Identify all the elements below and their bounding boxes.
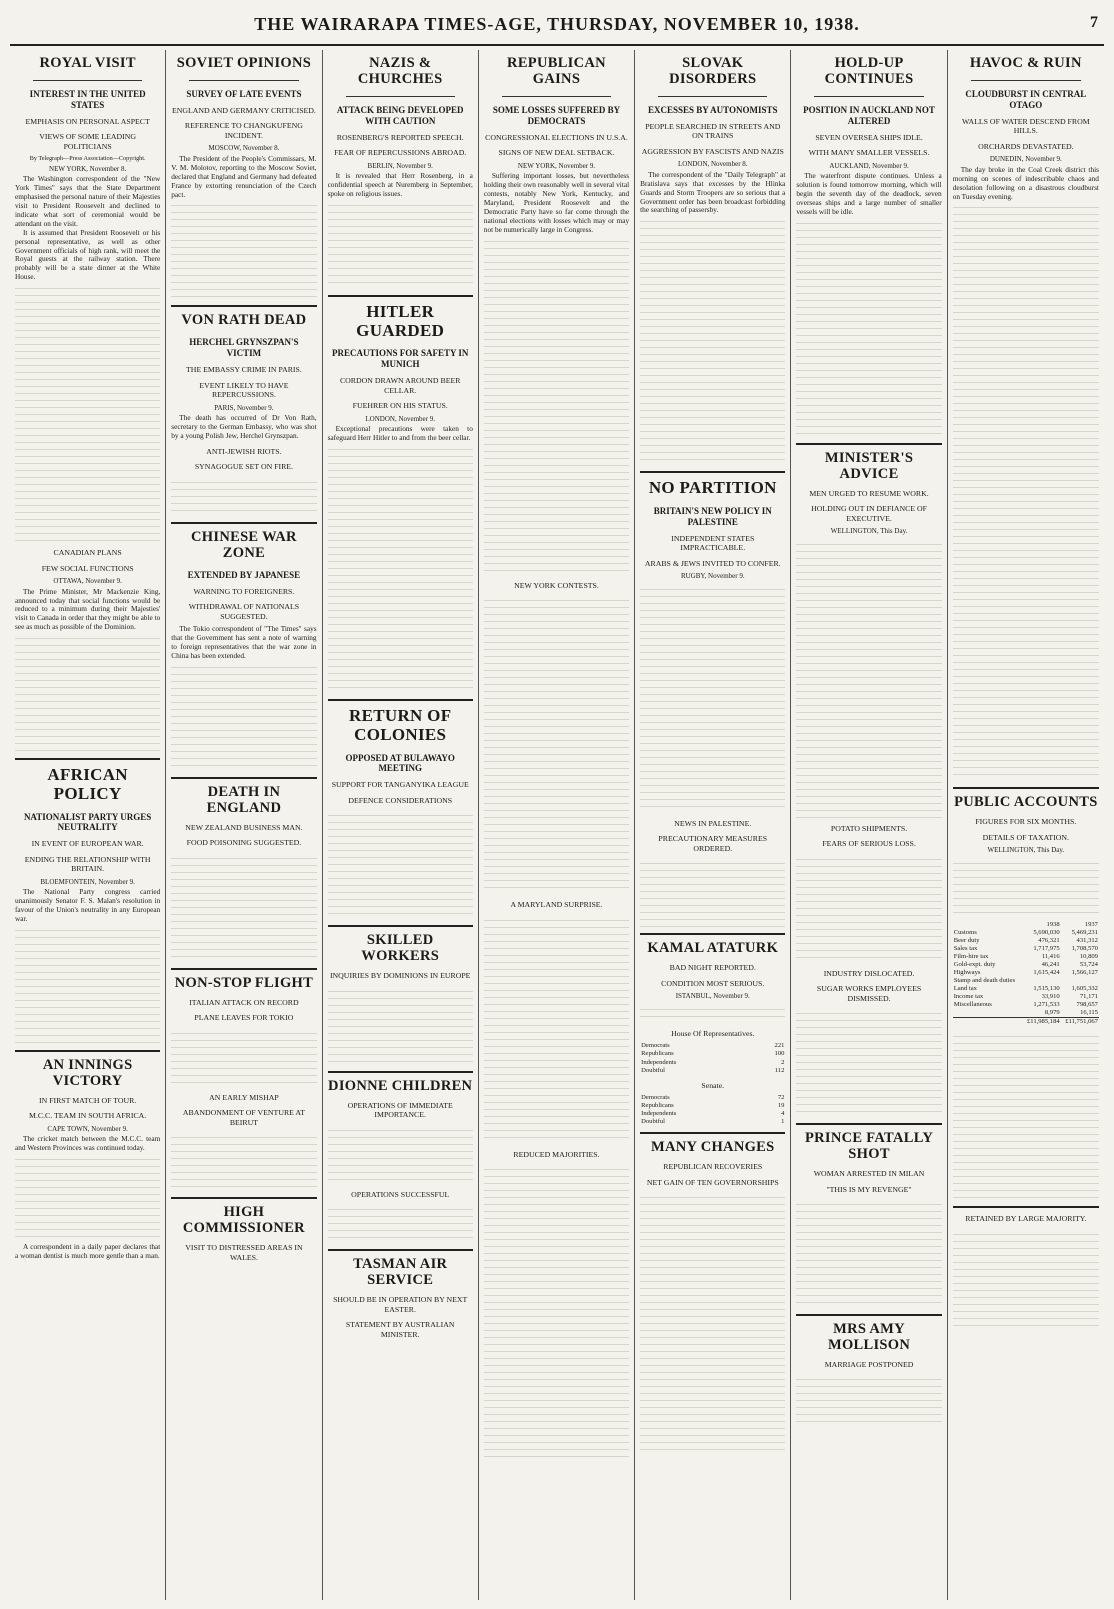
deck: CONGRESSIONAL ELECTIONS IN U.S.A. (485, 132, 628, 142)
deck: FEARS OF SERIOUS LOSS. (822, 839, 916, 849)
dateline: WELLINGTON, This Day. (830, 527, 908, 536)
text-block (328, 985, 473, 1065)
text-block (484, 1163, 629, 1463)
senate-row (640, 1110, 785, 1118)
divider (502, 96, 611, 97)
deck: CORDON DRAWN AROUND BEER CELLAR. (339, 376, 461, 395)
table-cell: 1 (781, 1118, 785, 1126)
subhead: HERCHEL GRYNSZPAN'S VICTIM (189, 337, 299, 359)
text-block (171, 1131, 316, 1191)
text-block (640, 583, 785, 813)
dateline: MOSCOW, November 8. (208, 144, 280, 153)
accounts-row (953, 985, 1099, 993)
column-4 (479, 50, 635, 1600)
divider (953, 787, 1099, 789)
deck: FEAR OF REPERCUSSIONS ABROAD. (334, 148, 467, 158)
deck: PEOPLE SEARCHED IN STREETS AND ON TRAINS (645, 121, 781, 141)
deck: POTATO SHIPMENTS. (830, 823, 908, 833)
deck: ROSENBERG'S REPORTED SPEECH. (336, 132, 464, 142)
article-paragraph: It is revealed that Herr Rosenberg, in a confidential speech at Nuremberg in September, spoke on religious issues. (327, 171, 473, 199)
subhead: POSITION IN AUCKLAND NOT ALTERED (803, 104, 935, 126)
divider (15, 1050, 160, 1052)
deck: WITH MANY SMALLER VESSELS. (808, 148, 930, 158)
dateline: WELLINGTON, This Day. (987, 846, 1065, 855)
divider (796, 1123, 941, 1125)
text-block (15, 924, 160, 1044)
text-block (171, 852, 316, 962)
headline-prince-fatally-shot: PRINCE FATALLY SHOT (804, 1130, 934, 1163)
deck: STATEMENT BY AUSTRALIAN MINISTER. (345, 1320, 455, 1339)
table-cell: 2 (781, 1058, 785, 1066)
subhead: NATIONALIST PARTY URGES NEUTRALITY (23, 811, 152, 833)
house-row (640, 1067, 785, 1075)
deck: SHOULD BE IN OPERATION BY NEXT EASTER. (333, 1295, 468, 1314)
headline-hold-up-continues: HOLD-UP CONTINUES (824, 55, 914, 87)
deck: HOLDING OUT IN DEFIANCE OF EXECUTIVE. (811, 504, 928, 523)
deck: MEN URGED TO RESUME WORK. (809, 488, 929, 498)
text-block (640, 857, 785, 927)
headline-republican-gains: REPUBLICAN GAINS (507, 55, 606, 87)
table-cell: Democrats (641, 1042, 670, 1050)
dateline: LONDON, November 9. (365, 414, 435, 423)
table-cell: Doubtful (641, 1066, 665, 1074)
divider (640, 471, 785, 473)
column-5 (635, 50, 791, 1600)
table-cell: 19 (777, 1102, 785, 1110)
table-cell: 1,717,975 (1033, 945, 1060, 953)
deck: WALLS OF WATER DESCEND FROM HILLS. (962, 116, 1090, 136)
dateline: CAPE TOWN, November 9. (47, 1124, 128, 1133)
subhead: PRECAUTIONS FOR SAFETY IN MUNICH (331, 348, 469, 370)
deck: ENGLAND AND GERMANY CRITICISED. (171, 105, 316, 115)
deck: ENDING THE RELATIONSHIP WITH BRITAIN. (24, 854, 151, 874)
headline-tasman-air-service: TASMAN AIR SERVICE (353, 1256, 448, 1289)
deck: AGGRESSION BY FASCISTS AND NAZIS (641, 146, 784, 156)
subhead: BRITAIN'S NEW POLICY IN PALESTINE (653, 506, 772, 527)
subhead: OPPOSED AT BULAWAYO MEETING (345, 752, 455, 774)
table-cell: Gold-expt. duty (953, 961, 996, 969)
table-cell: 798,657 (1076, 1001, 1098, 1009)
deck: ORCHARDS DEVASTATED. (978, 141, 1074, 151)
table-cell: 1,708,570 (1071, 945, 1098, 953)
table-cell: 1,515,130 (1033, 985, 1060, 993)
deck: AN EARLY MISHAP (209, 1092, 279, 1102)
text-block (796, 217, 941, 437)
deck: PLANE LEAVES FOR TOKIO (194, 1013, 294, 1023)
deck: SYNAGOGUE SET ON FIRE. (194, 462, 294, 472)
deck: ANTI-JEWISH RIOTS. (206, 446, 282, 456)
dateline: NEW YORK, November 8. (49, 164, 127, 173)
table-title: House Of Representatives. (671, 1028, 755, 1038)
table-cell (1061, 977, 1099, 985)
dateline: OTTAWA, November 9. (53, 577, 122, 586)
accounts-row (953, 969, 1099, 977)
dateline: PARIS, November 9. (214, 403, 274, 412)
deck: DETAILS OF TAXATION. (982, 832, 1069, 842)
table-cell: 431,312 (1076, 937, 1098, 944)
divider (346, 96, 455, 97)
table-cell: 4 (781, 1110, 785, 1118)
divider (328, 699, 473, 701)
table-cell: 112 (774, 1066, 785, 1074)
text-block (484, 914, 629, 1144)
subhead: CLOUDBURST IN CENTRAL OTAGO (965, 88, 1087, 110)
headline-ministers-advice: MINISTER'S ADVICE (824, 449, 914, 482)
divider (814, 96, 923, 97)
headline-nazis-churches: NAZIS & CHURCHES (357, 55, 443, 87)
press-credit: By Telegraph—Press Association—Copyright. (29, 155, 146, 163)
table-cell: Doubtful (641, 1118, 665, 1126)
table-title: Senate. (701, 1080, 725, 1090)
text-block (640, 1191, 785, 1451)
text-block (171, 199, 316, 299)
deck: NEW YORK CONTESTS. (514, 580, 599, 590)
table-cell (1022, 977, 1060, 985)
divider (796, 1314, 941, 1316)
table-cell: Stamp and death duties (953, 977, 1016, 985)
deck: REDUCED MAJORITIES. (513, 1149, 600, 1159)
house-row (640, 1059, 785, 1067)
text-block (328, 1203, 473, 1243)
table-cell: Beer duty (953, 937, 980, 944)
headline-chinese-war-zone: CHINESE WAR ZONE (191, 528, 297, 561)
table-cell: Republicans (641, 1050, 674, 1058)
table-cell: Land tax (953, 985, 977, 993)
deck: BAD NIGHT REPORTED. (669, 963, 756, 973)
deck: FIGURES FOR SIX MONTHS. (975, 817, 1077, 827)
divider (328, 295, 473, 297)
deck: SEVEN OVERSEA SHIPS IDLE. (815, 132, 923, 142)
deck: FOOD POISONING SUGGESTED. (186, 838, 302, 848)
deck: EMPHASIS ON PERSONAL ASPECT (25, 116, 150, 126)
house-row (640, 1042, 785, 1050)
dateline: AUCKLAND, November 9. (829, 161, 909, 170)
headline-slovak-disorders: SLOVAK DISORDERS (669, 55, 757, 87)
text-block (953, 1228, 1099, 1328)
article-paragraph: The Washington correspondent of the "New York Times" says that the State Department emphasised the personal nature of their Majesties visit to President Roosevelt and declined to indicate what sort of ceremonial would be attendant on the visit. (15, 174, 161, 228)
article-paragraph: The day broke in the Coal Creek district this morning on scenes of indescribable chaos and desolation following on a disastrous cloudburst on Tuesday evening. (952, 164, 1099, 201)
deck: REFERENCE TO CHANGKUFENG INCIDENT. (184, 121, 303, 140)
deck: NEW ZEALAND BUSINESS MAN. (185, 822, 303, 832)
article-paragraph: The correspondent of the "Daily Telegraph" at Bratislava says that excesses by the Hlinka Guards and Storm Troopers are so serious that a Government order has been broadcast forbidding the searching of passersby. (640, 169, 786, 215)
table-cell: 11,416 (1041, 953, 1060, 961)
deck: WARNING TO FOREIGNERS. (193, 586, 295, 596)
column-7 (948, 50, 1104, 1600)
article-paragraph: The Tokio correspondent of "The Times" says that the Government has sent a note of warning to foreign representatives that the war zone in China has been extended. (171, 624, 317, 660)
article-paragraph: Exceptional precautions were taken to safeguard Herr Hitler to and from the beer cellar. (327, 424, 473, 443)
table-header-cell: 1937 (1084, 920, 1098, 928)
dateline: LONDON, November 8. (677, 160, 748, 169)
article-paragraph: The death has occurred of Dr Von Rath, secretary to the German Embassy, who was shot by a young Polish Jew, Herchel Grynszpan. (171, 413, 317, 441)
headline-innings-victory: AN INNINGS VICTORY (42, 1057, 133, 1089)
deck: INDUSTRY DISLOCATED. (823, 968, 915, 978)
text-block (484, 594, 629, 894)
table-cell: Independents (641, 1058, 677, 1066)
text-block (796, 853, 941, 963)
table-cell: Republicans (641, 1102, 674, 1110)
deck: "THIS IS MY REVENGE" (826, 1184, 912, 1194)
text-block (796, 1198, 941, 1308)
deck: IN EVENT OF EUROPEAN WAR. (31, 839, 144, 849)
deck: OPERATIONS SUCCESSFUL (351, 1189, 450, 1199)
divider (328, 1071, 473, 1073)
deck: CONDITION MOST SERIOUS. (661, 978, 765, 988)
deck: RETAINED BY LARGE MAJORITY. (965, 1214, 1087, 1224)
accounts-row (953, 993, 1099, 1001)
accounts-row (953, 937, 1099, 945)
table-cell: 221 (774, 1042, 785, 1050)
subhead: EXCESSES BY AUTONOMISTS (647, 104, 778, 115)
text-block (171, 1027, 316, 1087)
deck: DEFENCE CONSIDERATIONS (348, 795, 453, 805)
headline-mrs-amy-mollison: MRS AMY MOLLISON (827, 1321, 911, 1354)
article-paragraph: A correspondent in a daily paper declares that a woman dentist is much more gentle than a man. (15, 1242, 161, 1261)
headline-skilled-workers: SKILLED WORKERS (361, 932, 440, 965)
table-cell: 1,605,332 (1071, 985, 1098, 993)
table-cell: Income tax (953, 993, 984, 1001)
deck: PRECAUTIONARY MEASURES ORDERED. (658, 834, 768, 853)
subhead: SOME LOSSES SUFFERED BY DEMOCRATS (492, 104, 621, 126)
divider (171, 1197, 316, 1199)
text-block (796, 538, 941, 818)
deck: SUPPORT FOR TANGANYIKA LEAGUE (331, 780, 469, 790)
table-cell: Miscellaneous (953, 1001, 992, 1009)
page-number: 7 (1090, 14, 1098, 31)
deck: CANADIAN PLANS (53, 548, 122, 558)
table-cell: Sales tax (953, 945, 978, 953)
text-block (953, 201, 1099, 781)
table-cell: 72 (777, 1094, 785, 1102)
divider (658, 96, 767, 97)
text-block (484, 235, 629, 575)
table-header-cell: 1938 (1046, 920, 1060, 928)
divider (971, 80, 1081, 81)
article-paragraph: The Prime Minister, Mr Mackenzie King, announced today that social functions would be reduced to a minimum during their Majesties' visit to Canada in order that they might be able to see as much as possible of the Dominion. (15, 586, 161, 632)
dateline: BLOEMFONTEIN, November 9. (40, 877, 135, 886)
headline-high-commissioner: HIGH COMMISSIONER (182, 1204, 305, 1237)
dateline: RUGBY, November 9. (680, 572, 745, 581)
accounts-row (953, 953, 1099, 961)
column-2 (166, 50, 322, 1600)
deck: VISIT TO DISTRESSED AREAS IN WALES. (185, 1243, 303, 1262)
text-block (796, 1007, 941, 1117)
divider (953, 1206, 1099, 1208)
accounts-row (953, 945, 1099, 953)
deck: INDEPENDENT STATES IMPRACTICABLE. (671, 533, 755, 553)
table-header-cell (953, 921, 1023, 929)
table-total-cell: £11,985,184 (1022, 1018, 1060, 1027)
table-cell: 1,271,533 (1033, 1001, 1060, 1009)
headline-havoc-ruin: HAVOC & RUIN (969, 55, 1082, 71)
text-block (328, 809, 473, 919)
newspaper-title: THE WAIRARAPA TIMES-AGE, THURSDAY, NOVEMBER 10, 1938. (254, 14, 860, 34)
page-columns (10, 50, 1104, 1600)
table-cell: 1,566,127 (1071, 969, 1098, 977)
deck: SIGNS OF NEW DEAL SETBACK. (498, 148, 615, 158)
table-cell: 100 (774, 1050, 785, 1058)
text-block (640, 215, 785, 465)
table-cell: Customs (953, 928, 977, 936)
article-paragraph: Suffering important losses, but nevertheless holding their own reasonably well in several vital contests, notably New York, Kentucky, and Maryland, President Roosevelt and the Democratic Party have so far come through the national elections with losses which may or may not be numerically large in Congress. (483, 171, 630, 234)
table-cell: 10,809 (1079, 953, 1098, 961)
accounts-header-row (953, 921, 1099, 929)
divider (640, 1132, 785, 1134)
text-block (953, 857, 1099, 917)
accounts-row (953, 1001, 1099, 1009)
divider (796, 443, 941, 445)
table-cell: Film-hire tax (953, 953, 989, 961)
table-cell: 16,115 (1080, 1009, 1098, 1017)
divider (171, 305, 316, 307)
deck: VIEWS OF SOME LEADING POLITICIANS (39, 132, 137, 151)
divider (171, 968, 316, 970)
deck: IN FIRST MATCH OF TOUR. (39, 1095, 137, 1105)
table-cell: 71,171 (1079, 993, 1098, 1001)
text-block (953, 1030, 1099, 1200)
senate-row (640, 1094, 785, 1102)
dateline: ISTANBUL, November 9. (675, 992, 750, 1001)
deck: OPERATIONS OF IMMEDIATE IMPORTANCE. (347, 1100, 453, 1120)
deck: SUGAR WORKS EMPLOYEES DISMISSED. (816, 984, 922, 1003)
article-paragraph: The cricket match between the M.C.C. team and Western Provinces was continued today. (15, 1134, 161, 1153)
headline-return-of-colonies: RETURN OF COLONIES (349, 706, 452, 744)
table-cell: Independents (641, 1110, 677, 1118)
article-paragraph: The National Party congress carried unanimously Senator F. S. Malan's resolution in favour of the Union's neutrality in any European war. (15, 887, 161, 924)
subhead: SURVEY OF LATE EVENTS (186, 88, 302, 99)
table-cell: Highways (953, 969, 981, 977)
deck: MARRIAGE POSTPONED (824, 1359, 914, 1369)
deck: ARABS & JEWS INVITED TO CONFER. (644, 558, 781, 568)
table-cell: 46,241 (1041, 961, 1060, 969)
text-block (171, 661, 316, 771)
headline-public-accounts: PUBLIC ACCOUNTS (954, 794, 1098, 811)
deck: INQUIRIES BY DOMINIONS IN EUROPE (329, 971, 471, 981)
table-cell: 1,615,424 (1033, 969, 1060, 977)
accounts-row (953, 1009, 1099, 1018)
table-cell: 33,910 (1041, 993, 1060, 1001)
headline-many-changes: MANY CHANGES (651, 1139, 775, 1156)
subhead: EXTENDED BY JAPANESE (187, 569, 301, 580)
deck: WITHDRAWAL OF NATIONALS SUGGESTED. (188, 602, 300, 621)
headline-dionne-children: DIONNE CHILDREN (328, 1077, 473, 1094)
senate-row (640, 1102, 785, 1110)
headline-death-in-england: DEATH IN ENGLAND (206, 783, 282, 816)
deck: ITALIAN ATTACK ON RECORD (189, 997, 299, 1007)
divider (15, 758, 160, 760)
divider (171, 777, 316, 779)
headline-soviet-opinions: SOVIET OPINIONS (176, 55, 312, 71)
text-block (171, 476, 316, 516)
subhead: ATTACK BEING DEVELOPED WITH CAUTION (336, 104, 464, 126)
subhead: INTEREST IN THE UNITED STATES (29, 88, 146, 110)
accounts-row (953, 977, 1099, 985)
headline-hitler-guarded: HITLER GUARDED (356, 302, 445, 340)
house-row (640, 1050, 785, 1058)
table-total-cell (953, 1018, 1023, 1027)
deck: THE EMBASSY CRIME IN PARIS. (186, 365, 302, 375)
deck: FUEHRER ON HIS STATUS. (352, 401, 448, 411)
column-3 (323, 50, 479, 1600)
headline-african-policy: AFRICAN POLICY (47, 765, 128, 803)
dateline: BERLIN, November 9. (367, 161, 433, 170)
text-block (796, 1373, 941, 1423)
masthead (10, 4, 1104, 46)
column-6 (791, 50, 947, 1600)
deck: NET GAIN OF TEN GOVERNORSHIPS (646, 1177, 779, 1187)
text-block (328, 199, 473, 289)
deck: EVENT LIKELY TO HAVE REPERCUSSIONS. (199, 380, 289, 400)
dateline: DUNEDIN, November 9. (989, 155, 1062, 164)
dateline: NEW YORK, November 9. (517, 161, 596, 170)
headline-royal-visit: ROYAL VISIT (39, 55, 136, 71)
divider (189, 80, 298, 81)
deck: ABANDONMENT OF VENTURE AT BEIRUT (182, 1108, 305, 1127)
table-cell: 5,690,030 (1033, 928, 1060, 936)
table-cell: 5,469,231 (1071, 928, 1098, 936)
text-block (328, 443, 473, 693)
text-block (15, 1153, 160, 1243)
headline-no-partition: NO PARTITION (648, 478, 777, 498)
table-total-cell: £11,751,067 (1061, 1018, 1099, 1027)
text-block (15, 282, 160, 542)
headline-non-stop-flight: NON-STOP FLIGHT (174, 974, 314, 991)
divider (640, 933, 785, 935)
divider (328, 925, 473, 927)
table-cell: 8,979 (1044, 1009, 1060, 1017)
senate-results-table (640, 1094, 785, 1126)
table-cell: Democrats (641, 1094, 670, 1102)
deck: REPUBLICAN RECOVERIES (663, 1162, 763, 1172)
text-block (328, 1124, 473, 1184)
accounts-row (953, 961, 1099, 969)
headline-von-rath-dead: VON RATH DEAD (181, 312, 307, 329)
deck: FEW SOCIAL FUNCTIONS (41, 563, 134, 573)
text-block (640, 1003, 785, 1023)
divider (171, 522, 316, 524)
table-cell: 476,321 (1038, 937, 1060, 944)
accounts-table (953, 921, 1099, 1026)
deck: M.C.C. TEAM IN SOUTH AFRICA. (29, 1111, 147, 1121)
table-cell (953, 1009, 1023, 1018)
house-results-table (640, 1042, 785, 1074)
deck: A MARYLAND SURPRISE. (510, 900, 603, 910)
column-1 (10, 50, 166, 1600)
text-block (15, 632, 160, 752)
deck: NEWS IN PALESTINE. (674, 818, 752, 828)
article-paragraph: The President of the People's Commissars, M. V. M. Molotov, reporting to the Moscow Soviet, declared that England and Germany had defeated France by extorting renunciation of the Czech pact. (171, 153, 317, 199)
accounts-total-row (953, 1018, 1099, 1027)
divider (33, 80, 142, 81)
divider (328, 1249, 473, 1251)
accounts-row (953, 929, 1099, 937)
headline-kamal-ataturk: KAMAL ATATURK (647, 940, 779, 957)
article-paragraph: The waterfront dispute continues. Unless a solution is found tomorrow morning, which will begin the seventh day of the deadlock, seven overseas ships and a large number of smaller vessels will be idle. (796, 171, 942, 216)
deck: WOMAN ARRESTED IN MILAN (813, 1169, 925, 1179)
article-paragraph: It is assumed that President Roosevelt or his personal representative, as well as other Government officials of high rank, will meet the Royal guests at the railway station. There probably will be a state dinner at the White House. (15, 227, 161, 282)
table-cell: 53,724 (1079, 961, 1098, 969)
senate-row (640, 1118, 785, 1126)
